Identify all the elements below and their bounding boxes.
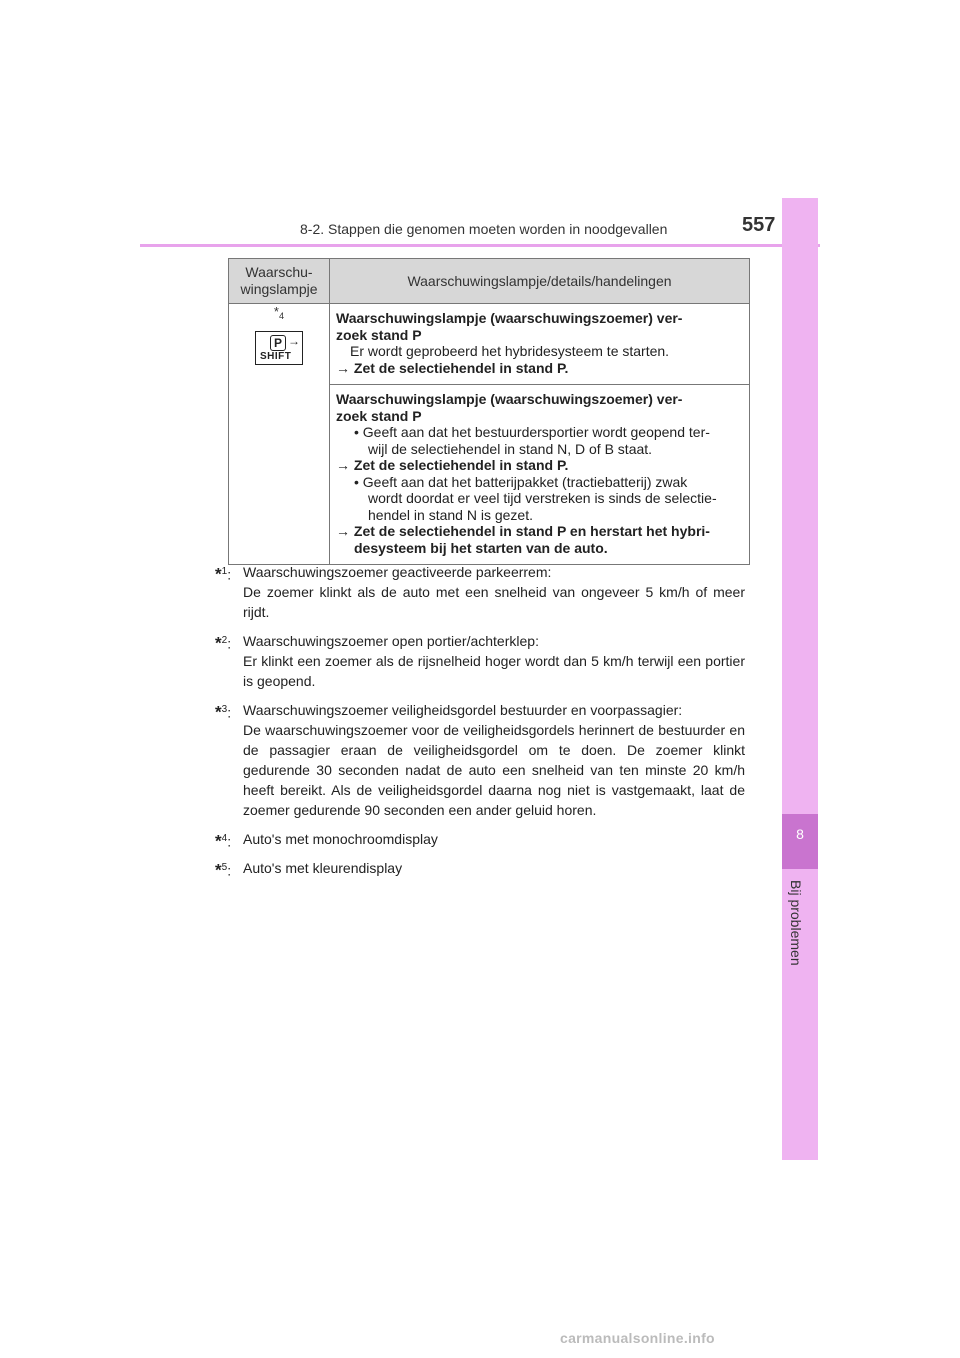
entry-action: → Zet de selectiehendel in stand P en herstart het hybri- desysteem bij het starten van de auto.: [336, 523, 710, 556]
entry-bullet: • Geeft aan dat het bestuurdersportier wordt geopend ter- wijl de selectiehendel in stand N, D of B staat.: [354, 424, 710, 457]
shift-p-warning-icon: P → SHIFT: [255, 331, 303, 365]
footnote-item: [215, 631, 745, 691]
footnotes: [215, 562, 745, 887]
lamp-entry: [330, 384, 749, 564]
chapter-label[interactable]: Bij problemen: [788, 880, 804, 966]
chapter-side-tab: [782, 198, 818, 1160]
footnote-mark: *$^5$:: [215, 860, 232, 880]
footnote-item: [215, 829, 745, 849]
entry-bullet: • Geeft aan dat het batterijpakket (tractiebatterij) zwak wordt doordat er veel tijd verstreken is sinds de selectie- hendel in stand N is gezet.: [354, 473, 717, 523]
entry-title: Waarschuwingslampje (waarschuwingszoemer) ver- zoek stand P: [336, 310, 683, 343]
footnote-text: Er klinkt een zoemer als de rijsnelheid hoger wordt dan 5 km/h terwijl een portier is geopend.: [243, 653, 745, 689]
table-row: [229, 304, 750, 565]
details-cell: [330, 304, 750, 565]
footnote-title: Waarschuwingszoemer geactiveerde parkeerrem:: [243, 564, 552, 580]
warning-lamp-table: [228, 258, 750, 565]
footnote-title: Waarschuwingszoemer open portier/achterklep:: [243, 633, 539, 649]
footnote-mark: *$^1$:: [215, 564, 232, 584]
table-header-row: [229, 259, 750, 304]
entry-title: Waarschuwingslampje (waarschuwingszoemer) ver- zoek stand P: [336, 391, 683, 424]
header-rule: [140, 244, 820, 247]
footnote-item: [215, 562, 745, 622]
header-lamp: Waarschu- wingslampje: [229, 259, 330, 304]
footnote-title: Waarschuwingszoemer veiligheidsgordel bestuurder en voorpassagier:: [243, 702, 683, 718]
footnote-item: [215, 700, 745, 820]
entry-action: → Zet de selectiehendel in stand P.: [336, 359, 569, 376]
footnote-mark: *$^3$:: [215, 702, 232, 722]
footnote-mark: *$^4$:: [215, 831, 232, 851]
lamp-cell: [229, 304, 330, 565]
header-details: Waarschuwingslampje/details/handelingen: [330, 259, 750, 304]
footnote-title: Auto's met monochroomdisplay: [243, 831, 438, 847]
page-number: 557: [742, 214, 776, 236]
section-title: 8-2. Stappen die genomen moeten worden in noodgevallen: [300, 221, 668, 237]
footnote-text: De waarschuwingszoemer voor de veiligheidsgordels herinnert de bestuurder en de passagier eraan de veiligheidsgordel om te doen. De zoemer klinkt gedurende 30 seconden nadat de auto een snelheid van ten minste 20 km/h heeft bereikt. Als de veiligheidsgordel daarna nog niet is vastgemaakt, laat de zoemer gedurende 90 seconden een ander geluid horen.: [243, 722, 745, 818]
entry-description: Er wordt geprobeerd het hybridesysteem te starten.: [350, 343, 670, 359]
footnote-text: De zoemer klinkt als de auto met een snelheid van ongeveer 5 km/h of meer rijdt.: [243, 584, 745, 620]
lamp-entry: [330, 304, 749, 384]
entry-action: → Zet de selectiehendel in stand P.: [336, 457, 569, 473]
lamp-footnote-mark: $*_4$: [273, 304, 285, 322]
chapter-number: 8: [796, 826, 804, 842]
watermark: carmanualsonline.info: [560, 1330, 715, 1346]
footnote-title: Auto's met kleurendisplay: [243, 860, 403, 876]
footnote-item: [215, 858, 745, 878]
footnote-mark: *$^2$:: [215, 633, 232, 653]
